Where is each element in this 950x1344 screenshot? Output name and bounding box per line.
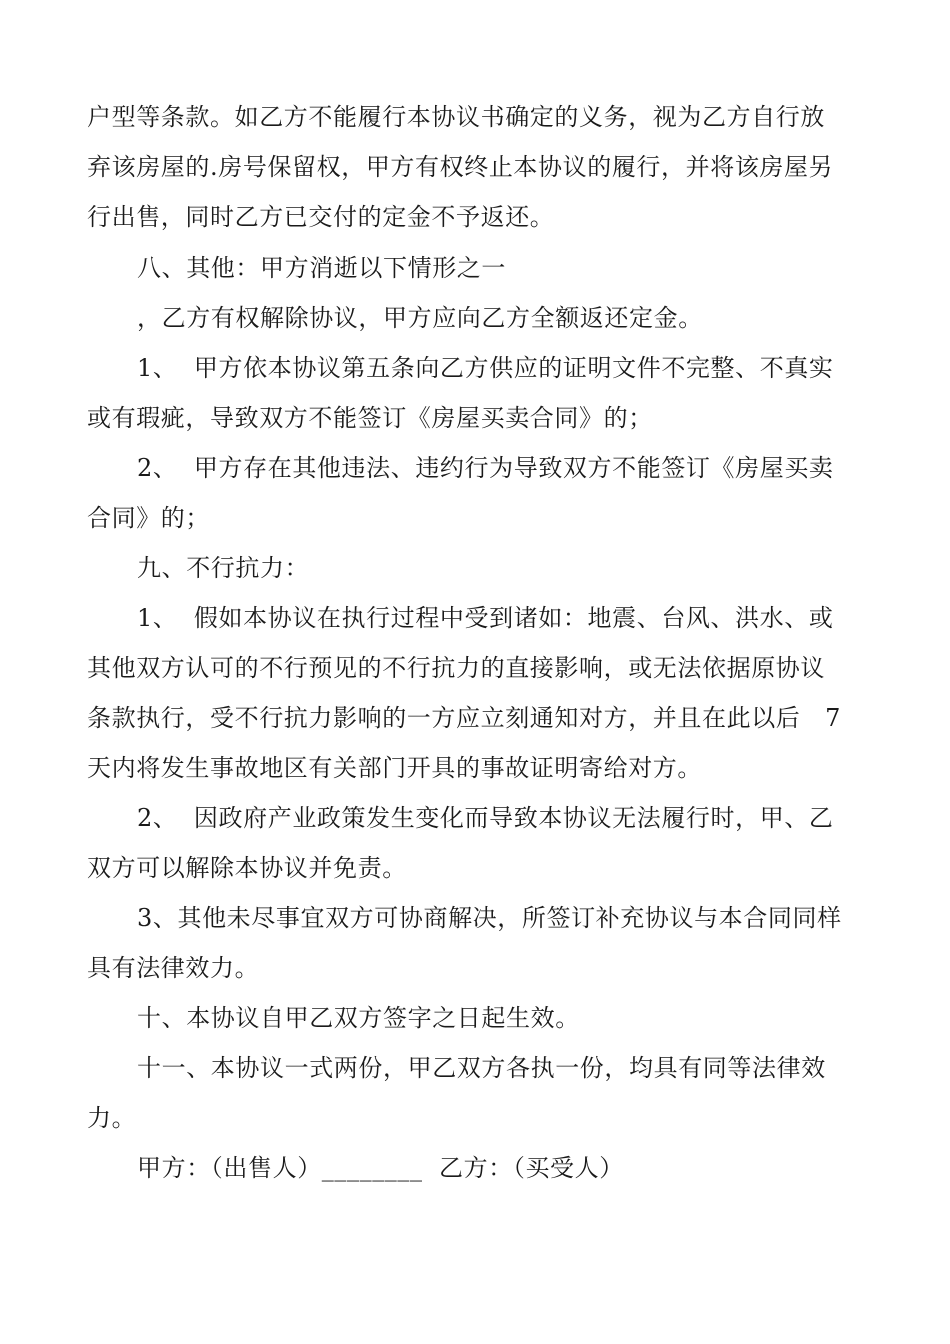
- list-item-line: 1、 假如本协议在执行过程中受到诸如：地震、台风、洪水、或: [137, 604, 834, 632]
- paragraph-line: 条款执行，受不行抗力影响的一方应立刻通知对方，并且在此以后 7: [87, 704, 841, 732]
- list-item-line: 2、 因政府产业政策发生变化而导致本协议无法履行时，甲、乙: [137, 804, 834, 832]
- paragraph-line: 或有瑕疵，导致双方不能签订《房屋买卖合同》的；: [87, 404, 653, 432]
- paragraph-line: 天内将发生事故地区有关部门开具的事故证明寄给对方。: [87, 754, 702, 782]
- list-item-line: 1、 甲方依本协议第五条向乙方供应的证明文件不完整、不真实: [137, 354, 834, 382]
- paragraph-line: 双方可以解除本协议并免责。: [87, 854, 407, 882]
- paragraph-line: 其他双方认可的不行预见的不行抗力的直接影响，或无法依据原协议: [87, 654, 825, 682]
- section-heading-10: 十、本协议自甲乙双方签字之日起生效。: [137, 1004, 580, 1032]
- paragraph-line: 合同》的；: [87, 504, 210, 532]
- paragraph-line: 弃该房屋的.房号保留权，甲方有权终止本协议的履行，并将该房屋另: [87, 153, 834, 181]
- paragraph-line: 力。: [87, 1104, 137, 1132]
- section-heading-9: 九、不行抗力：: [137, 554, 310, 582]
- list-item-line: 3、其他未尽事宜双方可协商解决，所签订补充协议与本合同同样: [137, 904, 842, 932]
- paragraph-line: ，乙方有权解除协议，甲方应向乙方全额返还定金。: [137, 304, 703, 332]
- section-heading-8: 八、其他：甲方消逝以下情形之一: [137, 254, 506, 282]
- paragraph-line: 具有法律效力。: [87, 954, 260, 982]
- signature-line: 甲方：（出售人）________ 乙方：（买受人）: [137, 1154, 624, 1182]
- list-item-line: 2、 甲方存在其他违法、违约行为导致双方不能签订《房屋买卖: [137, 454, 834, 482]
- paragraph-line: 行出售，同时乙方已交付的定金不予返还。: [87, 203, 555, 231]
- section-heading-11: 十一、本协议一式两份，甲乙双方各执一份，均具有同等法律效: [137, 1054, 826, 1082]
- paragraph-line: 户型等条款。如乙方不能履行本协议书确定的义务，视为乙方自行放: [87, 103, 825, 131]
